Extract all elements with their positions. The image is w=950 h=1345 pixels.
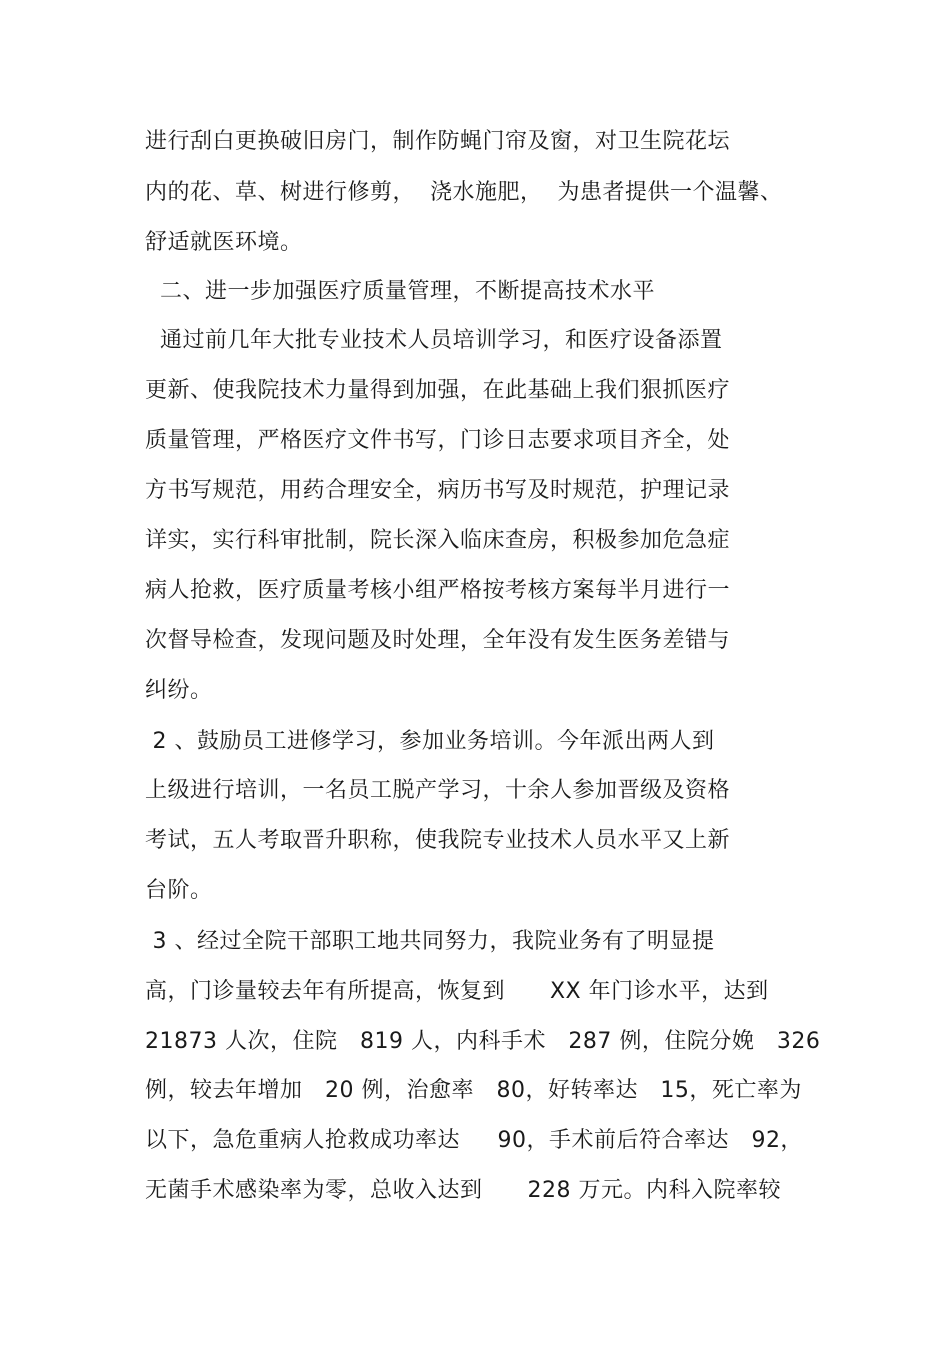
text-line: 考试，五人考取晋升职称，使我院专业技术人员水平又上新 xyxy=(145,828,731,853)
text-line: 舒适就医环境。 xyxy=(145,230,303,255)
text-line: 详实，实行科审批制，院长深入临床查房，积极参加危急症 xyxy=(145,528,731,553)
text-line: 21873 人次，住院 819 人，内科手术 287 例，住院分娩 326 xyxy=(145,1029,821,1054)
text-line: 内的花、草、树进行修剪， 浇水施肥， 为患者提供一个温馨、 xyxy=(145,180,783,205)
text-line: 上级进行培训，一名员工脱产学习，十余人参加晋级及资格 xyxy=(145,778,731,803)
text-line: 3 、经过全院干部职工地共同努力，我院业务有了明显提 xyxy=(145,929,715,954)
text-line: 方书写规范，用药合理安全，病历书写及时规范，护理记录 xyxy=(145,478,731,503)
text-line: 高，门诊量较去年有所提高，恢复到 XX 年门诊水平，达到 xyxy=(145,979,769,1004)
text-line: 更新、使我院技术力量得到加强，在此基础上我们狠抓医疗 xyxy=(145,378,731,403)
text-line: 以下，急危重病人抢救成功率达 90，手术前后符合率达 92， xyxy=(145,1128,803,1153)
text-line: 2 、鼓励员工进修学习，参加业务培训。今年派出两人到 xyxy=(145,729,715,754)
text-line: 进行刮白更换破旧房门，制作防蝇门帘及窗，对卫生院花坛 xyxy=(145,129,731,154)
text-line: 病人抢救，医疗质量考核小组严格按考核方案每半月进行一 xyxy=(145,578,731,603)
text-line: 例，较去年增加 20 例，治愈率 80，好转率达 15，死亡率为 xyxy=(145,1078,802,1103)
text-line: 无菌手术感染率为零，总收入达到 228 万元。内科入院率较 xyxy=(145,1178,781,1203)
text-line: 纠纷。 xyxy=(145,678,213,703)
section-heading: 二、进一步加强医疗质量管理，不断提高技术水平 xyxy=(145,279,655,304)
text-line: 次督导检查，发现问题及时处理，全年没有发生医务差错与 xyxy=(145,628,731,653)
text-line: 台阶。 xyxy=(145,878,213,903)
text-line: 质量管理，严格医疗文件书写，门诊日志要求项目齐全，处 xyxy=(145,428,731,453)
text-line: 通过前几年大批专业技术人员培训学习，和医疗设备添置 xyxy=(145,328,723,353)
